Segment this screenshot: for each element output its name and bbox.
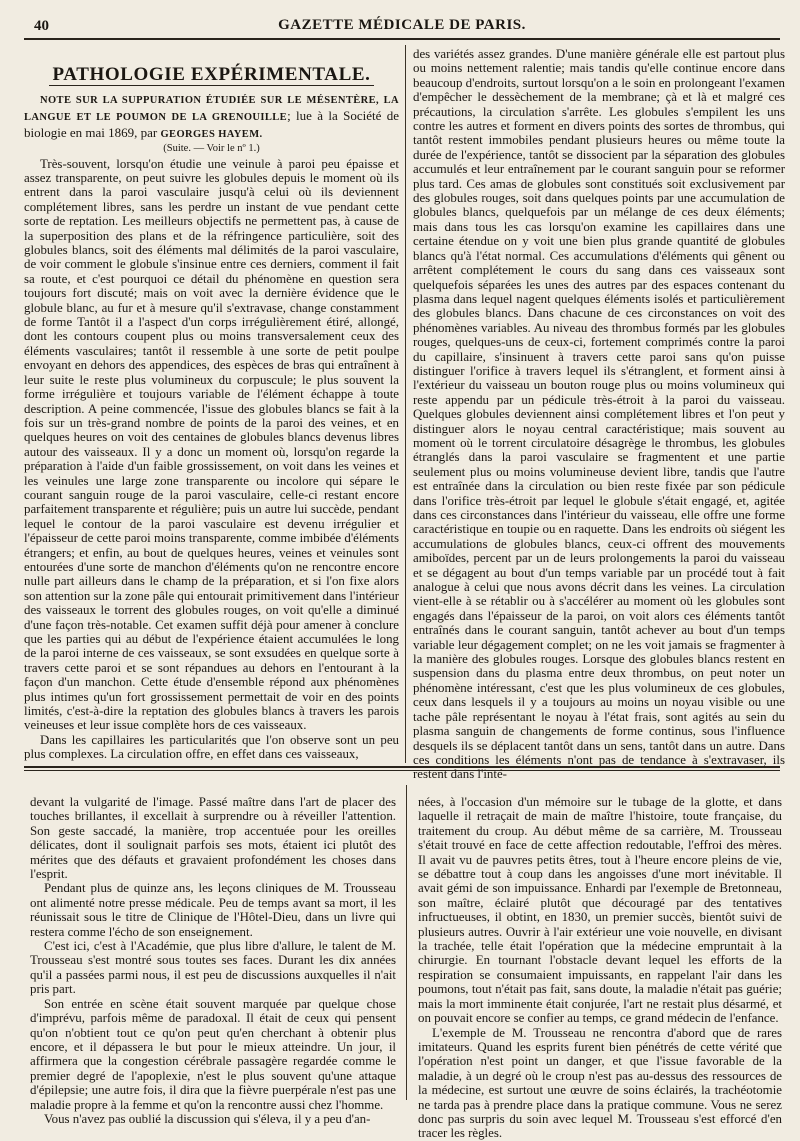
feuilleton-paragraph: Vous n'avez pas oublié la discussion qui s'éleva, il y a peu d'an- <box>44 1111 371 1126</box>
feuilleton-paragraph: Pendant plus de quinze ans, les leçons cliniques de M. Trousseau ont alimenté notre presse médicale. Peu de temps avant sa mort, il les réunissait sous le titre de Clinique de l'Hôtel-Dieu, dans un livre qui restera comme l'écho de son enseignement. <box>30 881 396 939</box>
column-divider <box>405 45 406 763</box>
article-note-title: NOTE SUR LA SUPPURATION ÉTUDIÉE SUR LE MÉSENTÈRE, LA LANGUE ET LE POUMON DE LA GRENOUILLE; lue à la Société de biologie en mai 1869, par GEORGES HAYEM. <box>24 95 399 140</box>
feuilleton-paragraph: nées, à l'occasion d'un mémoire sur le tubage de la glotte, et dans laquelle il retraçait de main de maître l'histoire, toute française, du traitement du croup. Au début même de sa carrière, M. Trousseau s'était trouvé en face de cette affection redoutable, l'effroi des mères. Il avait vu de pauvres petits êtres, tout à l'heure encore pleins de vie, se débattre tout à coup dans les angoisses d'une mort inévitable. Il avait gémi de son impuissance. Enhardi par l'exemple de Bretonneau, son maître, éclairé plutôt que découragé par des tentatives infructueuses, il obtint, en 1830, un premier succès, bientôt suivi de plusieurs autres. Ouvrir à l'air extérieur une voie nouvelle, en divisant la trachée, telle était l'opération que la médecine empruntait à la chirurgie. En tournant l'obstacle devant lequel les efforts de la respiration se consumaient impuissants, en rappelant l'air dans les poumons, tout n'était pas fait, sans doute, la maladie n'était pas guérie; mais la mort imminente était conjurée, l'art ne restait plus désarmé, et on pouvait encore se confier au temps, ce grand médecin de l'enfance. <box>418 795 782 1026</box>
feuilleton-right-column <box>418 795 782 1141</box>
continuation-note: (Suite. — Voir le nº 1.) <box>163 143 260 155</box>
article-paragraph: Dans les capillaires les particularités que l'on observe sont un peu plus complexes. La circulation offre, en effet dans ces vaisseaux, <box>24 732 399 762</box>
section-title: PATHOLOGIE EXPÉRIMENTALE. <box>24 68 399 82</box>
feuilleton-paragraph: C'est ici, c'est à l'Académie, que plus libre d'allure, le talent de M. Trousseau s'est montré sous toutes ses faces. Durant les dix années qu'il a passées parmi nous, il est peu de discussions auxquelles il n'ait pris part. <box>30 939 396 997</box>
article-paragraph: Très-souvent, lorsqu'on étudie une veinule à paroi peu épaisse et assez transparente, on peut suivre les globules depuis le moment où ils entrent dans la paroi vasculaire jusqu'à celui où ils deviennent complétement libres, sans les perdre un instant de vue pendant cette sorte de reptation. Les meilleurs objectifs ne permettent pas, à cause de la superposition des plans et de la réfringence particulière, soit des globules blancs, soit des éléments mal délimités de la paroi vasculaire, de voir comment le globule s'insinue entre ces derniers, comment il fait sa route, et c'est pourquoi ce détail du phénomène en question sera toujours fort discuté; mais on voit avec la dernière évidence que le globule blanc, au fur et à mesure qu'il s'extravase, change constamment de forme Tantôt il a l'aspect d'un corps irrégulièrement étiré, allongé, dont les contours coupent plus ou moins transversalement ceux des éléments vasculaires; tantôt il ressemble à une sorte de petit poulpe envoyant en dehors des appendices, des espèces de bras qui entraînent à leur suite le reste plus volumineux du corpuscule; le plus souvent la forme irrégulière et toujours variable de l'élément échappe à toute description. A peine commencée, l'issue des globules blancs se fait à la fois sur un très-grand nombre de points de la paroi des veines, et en quelques heures on voit des centaines de globules blancs devenus libres autour des vaisseaux. Il y a donc un moment où, lorsqu'on regarde la préparation à l'aide d'un faible grossissement, on voit dans les veines et les veinules une large zone transparente ou incolore qui sépare le courant sanguin rouge de la paroi vasculaire, celle-ci restant encore parfaitement transparente et régulière; puis un autre lui succède, pendant lequel le contour de la paroi vasculaire est devenu irrégulier et l'épaisseur de cette paroi moins transparente, comme imbibée d'éléments étrangers; et enfin, au bout de quelques heures, veines et veinules sont entourées d'une sorte de manchon d'éléments qu'on ne rencontre encore nulle part ailleurs dans le champ de la préparation, et si l'on fixe alors son attention sur la zone pâle qui entourait primitivement dans l'intérieur des vaisseaux le torrent des globules rouges, on voit qu'elle a diminué d'une façon très-notable. Cet examen suffit déjà pour amener à conclure que les parties qui au début de l'expérience étaient accumulées le long de la paroi interne de ces vaisseaux, se sont exsudées en quelque sorte à travers cette paroi et se sont répandues au dehors en l'entourant à la façon d'un manchon. Cette étude d'ensemble répond aux phénomènes plus intimes qu'un fort grossissement permettait de voir en des points limités, c'est-à-dire la reptation des globules blancs à travers les parois veineuses et leur issue complète hors de ces vaisseaux. <box>24 156 399 733</box>
article-paragraph: des variétés assez grandes. D'une manière générale elle est partout plus ou moins nettement ralentie; mais tandis qu'elle continue encore dans beaucoup d'endroits, surtout lorsqu'on a le soin en prolongeant l'examen d'empêcher le dessèchement de la membrane; çà et là et malgré ces précautions, la circulation s'arrête. Les globules s'empilent les uns contre les autres et forment en divers points des sortes de thrombus, qui tantôt restent immobiles pendant plusieurs heures ou même toute la durée de l'expérience, tantôt se dissocient par la séparation des globules accumulés et leur entraînement par le courant sanguin pour se reformer plus tard. Ces amas de globules sont constitués soit exclusivement par des globules rouges, soit dans quelques points par une accumulation de globules blancs, quelquefois par un mélange de ces deux éléments; mais dans tous les cas lorsqu'on examine les capillaires dans une certaine étendue on y voit une bien plus grande quantité de globules blancs qu'à l'état normal. Ces accumulations d'éléments qui gênent ou arrêtent complétement le cours du sang dans ces vaisseaux sont quelquefois séparées les unes des autres par des espaces contenant du plasma dans lequel nagent quelques éléments isolés et particulièrement des globules blancs. Dans chacune de ces circonstances on voit des phénomènes variables. Au niveau des thrombus formés par les globules rouges, quelques-uns de ceux-ci, fortement comprimés contre la paroi du capillaire, s'insinuent à travers cette paroi sans qu'on puisse distinguer l'orifice à travers lequel ils s'étranglent, et forment ainsi à l'extérieur du vaisseau un bouton rouge plus ou moins volumineux qui reste appendu par un pédicule très-étroit à la paroi du vaisseau. Quelques globules deviennent ainsi complétement libres et l'on peut y distinguer alors le noyau central caractéristique; mais souvent au moment où le torrent circulatoire désagrège le thrombus, les globules étranglés dans la paroi vasculaire se fragmentent et une partie seulement plus ou moins volumineuse devient libre, tandis que l'autre est entraînée dans la circulation ou bien reste fixée par son pédicule dans l'orifice très-étroit par lequel le globule s'était engagé, et, agitée dans ces circonstances dans l'intérieur du vaisseau, elle offre une forme caractéristique en toupie ou en raquette. Dans les endroits où siégent les accumulations de globules blancs, ceux-ci offrent des mouvements amiboïdes, percent par un de leurs prolongements la paroi du vaisseau et se dégagent au bout d'un temps variable par un procédé tout à fait analogue à celui que nous avons décrit dans les veines. La circulation vient-elle à se rétablir ou à s'accélérer au moment où les globules sont engagés dans l'épaisseur de la paroi, on voit alors ces éléments tantôt entraînés dans le courant sanguin, tantôt achever au bout d'un temps variable leur dégagement complet; on ne les voit jamais se fragmenter à la manière des globules rouges. Lorsque des globules blancs restent en suspension dans du plasma entre deux thrombus, on peut noter un phénomène intéressant, c'est que les plus volumineux de ces globules, ceux dans lesquels il y a toujours au moins un noyau visible ou une tache pâle représentant le noyau à l'état frais, sont agités au sein du plasma sanguin de changements de forme continus, sous l'influence desquels ils se déplacent tantôt dans un sens, tantôt dans un autre. Dans ces conditions les éléments n'ont pas de tendance à s'extravaser, ils restent dans l'inté- <box>413 47 785 782</box>
journal-title: GAZETTE MÉDICALE DE PARIS. <box>278 17 526 33</box>
feuilleton-divider-thin <box>24 770 780 771</box>
article-left-column <box>24 60 399 762</box>
feuilleton-left-column <box>30 795 396 1126</box>
feuilleton-paragraph: devant la vulgarité de l'image. Passé maître dans l'art de placer des touches brillantes, il excellait à surprendre ou à réveiller l'attention. Son geste saccadé, la manière, trop accentuée pour les oreilles délicates, dont il soulignait parfois ses mots, étaient ici plutôt des mérites que des défauts et gravaient profondément les choses dans l'esprit. <box>30 795 396 882</box>
page-number: 40 <box>34 18 49 34</box>
feuilleton-paragraph: Son entrée en scène était souvent marquée par quelque chose d'imprévu, parfois même de paradoxal. Il était de ceux qui pensent qu'on n'obtient tout ce qu'on peut qu'en cherchant à obtenir plus encore, et il dépassera le but pour le mieux atteindre. Un jour, il affirmera que la congestion cérébrale passagère regardée comme le premier degré de l'apoplexie, n'est le plus souvent qu'une attaque d'épilepsie; une autre fois, il dira que la fièvre puerpérale n'est pas une maladie propre à la femme et qu'on la rencontre aussi chez l'homme. <box>30 996 396 1112</box>
feuilleton-column-divider <box>406 785 407 1100</box>
page-header <box>24 14 780 40</box>
feuilleton-divider <box>24 766 780 768</box>
article-right-column <box>413 47 785 782</box>
feuilleton-paragraph: L'exemple de M. Trousseau ne rencontra d'abord que de rares imitateurs. Quand les esprits furent bien pénétrés de cette vérité que l'opération n'est point un danger, et que l'issue favorable de la maladie, à un degré où le croup n'est pas au-dessus des ressources de la médecine, est surtout une œuvre de soins éclairés, la trachéotomie ne tarda pas à prendre place dans la pratique commune. Vous ne serez donc pas surpris du soin avec lequel M. Trousseau s'est efforcé d'en tracer les règles. <box>418 1025 782 1141</box>
